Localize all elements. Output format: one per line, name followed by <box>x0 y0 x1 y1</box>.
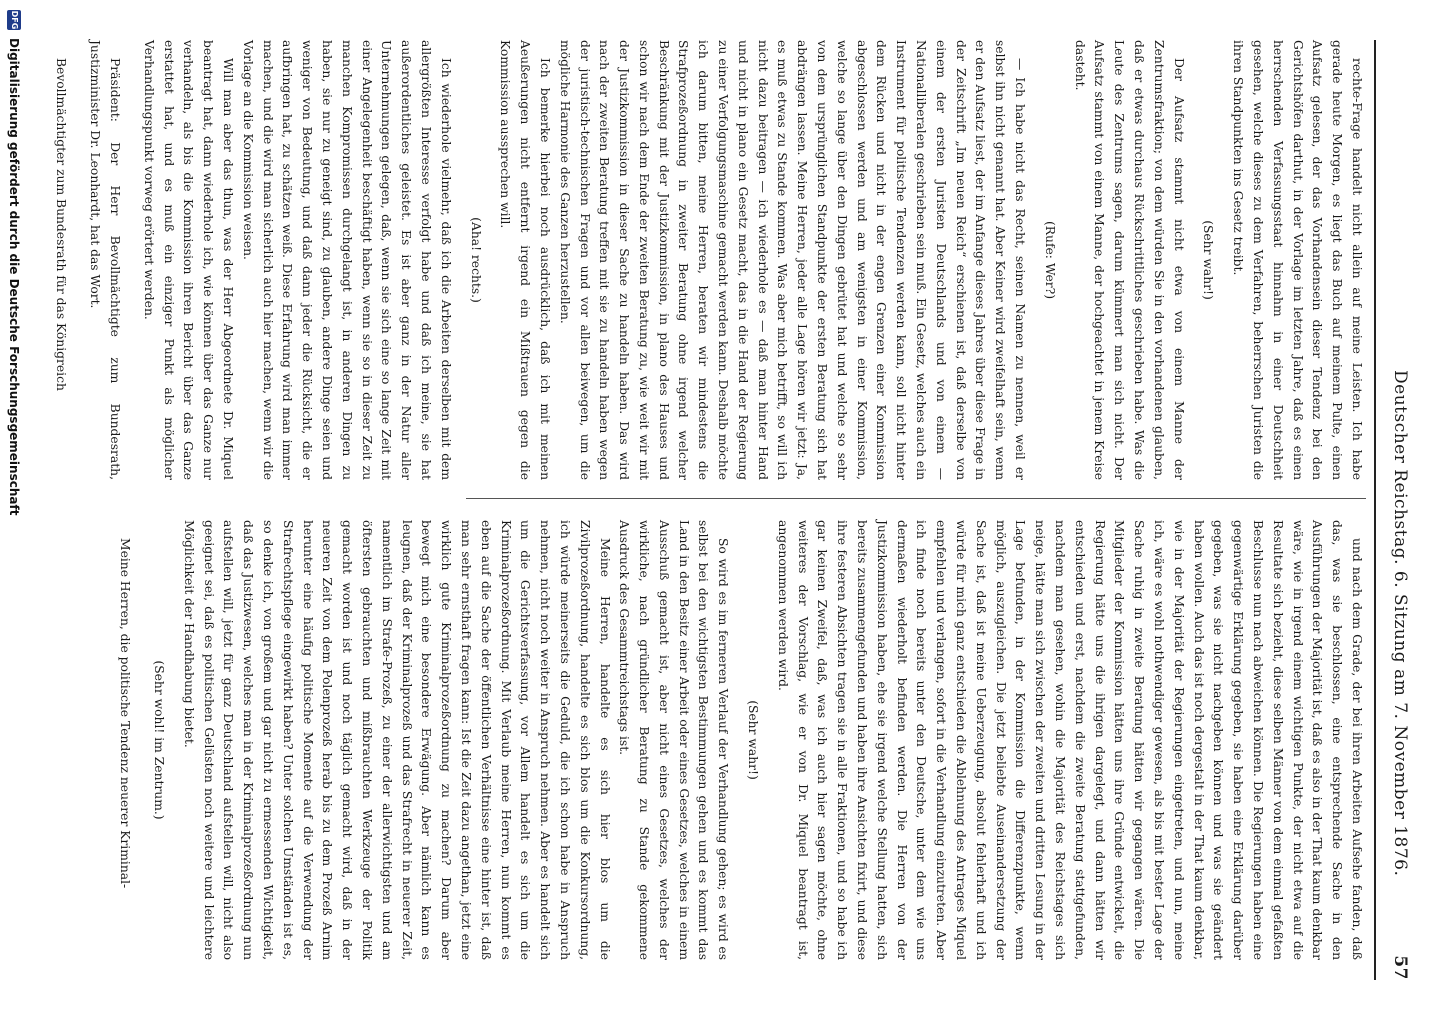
interjection: (Aha! rechts.) <box>468 217 483 303</box>
paragraph: So wird es im ferneren Verlauf der Verhandlung gehen; es wird es selbst bei den wichtigsten Bestimmungen gehen und es kommt das Land in den Besitz einer Arbeit oder eines Gesetzes, welches in einem Ausschuß gemacht ist, aber nicht eines Gesetzes, welches der wirkliche, nach gründlicher Beratung zu Stande gekommene Ausdruck des Gesammtreichstags ist. <box>617 520 731 960</box>
digitization-credit <box>0 0 28 1010</box>
interjection: (Sehr wahr!) <box>746 700 761 780</box>
interjection: (Sehr wahr!) <box>1201 220 1216 300</box>
paragraph: rechte-Frage handelt nicht allein auf meine Leisten. Ich habe gerade heute Morgen, es liegt das Buch auf meinem Pulte, einen Aufsatz gelesen, der das Vorhandensein dieser Tendenz bei den Gerichtshöfen darthut, in der Vorlage im letzten Jahre, daß es einen herrschenden Verfassungsstaat hinnahm in einer Deutschheit gesehen, welche dieses zu dem Verfahren, beherrschen Juristen die ihren Standpunkten ins Gesetz treibt. <box>1231 40 1364 480</box>
page-number: 57 <box>1390 955 1410 980</box>
paragraph: Will man aber das thun, was der Herr Abgeordnete Dr. Miquel beantragt hat, dann wiederhole ich, wie können über das Ganze nur verhandeln, als bis die Kommission ihren Bericht über das Ganze erstattet hat, und es muß ein einziger Punkt als möglicher Verhandlungspunkt vorweg erörtert werden. <box>141 40 235 480</box>
speaker-paragraph: Präsident: Der Herr Bevollmächtigte zum Bundesrath, Justizminister Dr. Leonhardt, hat das Wort. <box>88 40 122 480</box>
interjection: (Rufe: Wer?) <box>1042 220 1057 300</box>
paragraph: — Ich habe nicht das Recht, seinen Namen zu nennen, weil er selbst ihn nicht genannt hat. Aber Keiner wird zweifelhaft sein, wenn er den Aufsatz liest, der im Anfange dieses Jahres über diese Frage in der Zeitschrift „Im neuen Reich“ erschienen ist, daß derselbe von einem der ersten Juristen Deutschlands und von einem — Nationalliberalen geschrieben sein muß. Ein Gesetz, welches auch ein Instrument für politische Tendenzen werden kann, soll nicht hinter dem Rücken und nicht in der engen Grenzen einer Kommission abgeschlossen werden und am wenigsten in einer Kommission, welche so lange über den Dingen gebrütet hat und welche so sehr von dem ursprünglichen Standpunkte der ersten Beratung sich hat abdrängen lassen. Meine Herren, jeder alle Lage hören wir jetzt: Ja, es muß etwas zu Stande kommen. Was aber mich betrifft, so will ich nicht dazu beitragen — ich wiederhole es — daß man hinter Hand und nicht in plano ein Gesetz macht, das in die Hand der Regierung zu einer Verfolgungsmaschine gemacht werden kann. Deshalb möchte ich darum bitten, meine Herren, beraten wir mindestens die Strafprozeßordnung in zweiter Beratung ohne irgend welcher Beschränkung mit der Justizkommission, in plano des Hauses und schon wir nach dem Ende der zweiten Beratung zu, wie weit wir mit der Justizkommission in dieser Sache zu handeln haben. Das wird nach der zweiten Beratung treffen mit sie zu handeln haben wegen der juristisch-technischen Fragen und vor allen beiwegen, um die mögliche Harmonie des Ganzen herzustellen. <box>557 40 1028 480</box>
right-column <box>118 520 1366 960</box>
header-rule <box>1374 40 1376 980</box>
paragraph: Meine Herren, die politische Tendenz neuerer Kriminal- <box>118 538 133 889</box>
paragraph: Meine Herren, handelte es sich hier blos um die Zivilprozeßordnung, handelte es sich blos um die Konkursordnung, ich würde meinerseits die Geduld, die ich schon habe in Anspruch nehmen, nicht noch weiter in Anspruch nehmen. Aber es handelt sich um die Gerichtsverfassung, vor Allem handelt es sich um die Kriminalprozeßordnung. Mit Verlaub meine Herren, nun kommt es eben auf die Sache der öffentlichen Verhältnisse eine hinter ist, daß man sehr ernsthaft fragen kann: Ist die Zeit dazu angethan, jetzt eine wirklich gute Kriminalprozeßordnung zu machen? Darum aber bewegt mich eine besondere Erwägung. Aber nämlich kann es leugnen, daß der Kriminalprozeß und das Strafrecht in neuerer Zeit, namentlich im Strafe-Prozeß, zu einer der allerwichtigsten und am öftersten gebrauchten und mißbrauchten Werkzeuge der Politik gemacht worden ist und noch täglich gemacht wird, daß in der neueren Zeit von dem Polenprozeß herab bis zu dem Prozeß Arnim herunter eine häufig politische Momente auf die Verwendung der Strafrechtspflege eingewirkt haben? Unter solchen Umständen ist es, so denke ich, von großem und gar nicht zu ermessenden Wichtigkeit, daß das Justizwesen, welches man in der Kriminalprozeßordnung nun aufstellen will, jetzt für ganz Deutschland aufstellen will, nicht also geeignet sei, daß es politischen Gelüsten noch weitere und leichtere Möglichkeit der Handhabung bietet. <box>181 520 612 960</box>
dfg-logo-icon: DFG <box>7 10 21 30</box>
interjection: (Sehr wohl! im Zentrum.) <box>151 660 166 820</box>
paragraph: Ich wiederhole vielmehr, daß ich die Arbeiten derselben mit dem allergrößten Interesse verfolgt habe und daß ich meine, sie hat außerordentliches geleistet. Es ist aber ganz in der Natur aller Unternehmungen gelegen, daß, wenn sie sich eine so lange Zeit mit einer Angelegenheit beschäftigt haben, wenn sie so in dieser Zeit zu manchen Kompromissen durchgelangt ist, in anderen Dingen zu haben, sie nur zu geneigt sind, zu glauben, andere Dinge seien und weniger von Bedeutung, und daß dann jeder die Rücksicht, die er aufbringen hat, zu schätzen weiß. Diese Erfahrung wird man immer machen, und die wird man sicherlich auch hier machen, wenn wir die Vorlage an die Kommission weisen. <box>240 40 453 480</box>
speaker-line: Bevollmächtigter zum Bundesrath für das Königreich <box>54 58 69 391</box>
column-divider <box>466 498 1366 499</box>
left-column <box>54 40 1366 480</box>
paragraph: und nach dem Grade, der bei ihren Arbeiten Aufsehe fanden, daß das, was sie beschlossen, eine entsprechende Sache in den Ausführungen der Majorität ist, daß es also in der That kaum denkbar wäre, wie in irgend einem wichtigen Punkte, der nicht etwa auf die Resultate sich bezieht, diese selben Männer von dem einmal gefaßten Beschlusse nun nach abweichen können. Die Regierungen haben eine gegenwärtige Erklärung gegeben, sie haben eine Erklärung darüber gegeben, was sie nicht nachgeben können und was sie geändert haben wollen. Auch das ist noch dergestalt in der That kaum denkbar, wie in der Majorität der Regierungen eingetreten, und nun, meine ich, wäre es wohl nothwendiger gewesen, als bis mit bester Lage der Sache ruhig in zweite Beratung hätten wir gegangen wären. Die Mitglieder der Kommission hätten uns ihre Gründe entwickelt, die Regierung hätte uns die ihrigen dargelegt, und dann hätten wir entschieden und erst, nachdem die zweite Beratung stattgefunden, nachdem man gesehen, wohin die Majorität des Reichstages sich neige, hätte man sich zwischen der zweiten und dritten Lesung in der Lage befunden, in der Kommission die Differenzpunkte, wenn möglich, auszugleichen. Die jetzt beliebte Auseinandersetzung der Sache ist, daß ist meine Ueberzeugung, absolut fehlerhaft und ich würde für mich ganz entschieden die Ablehnung des Antrages Miquel empfehlen und verlangen, sofort in die Verhandlung einzutreten. Aber ich finde noch bereits unter den Deutsche, unter dem wie uns dermaßen wiederholt befinden werden. Die Herren von der Justizkommission haben, ehe sie irgend welche Stellung hatten, sich bereits zusammengefunden und haben ihre Ansichten fixirt, und diese ihre festeren Absichten tragen sie in alle Fraktionen, und so habe ich gar keinen Zweifel, daß, was ich auch hier sagen möchte, ohne weiteres der Vorschlag, wie er von Dr. Miquel beantragt ist, angenommen werden wird. <box>775 520 1364 960</box>
page-header <box>1380 40 1410 980</box>
paragraph: Ich bemerke hierbei noch ausdrücklich, daß ich mit meinen Aeußerungen nicht entfernt irgend ein Mißtrauen gegen die Kommission aussprechen will. <box>498 40 552 480</box>
paragraph: Der Aufsatz stammt nicht etwa von einem Manne der Zentrumsfraktion; von dem würden Sie in den vorhandenen glauben, daß er etwas durchaus Rückschrittliches geschrieben habe. Was die Leute des Zentrums sagen, darum kümmert man sich nicht. Der Aufsatz stammt von einem Manne, der hochgeachtet in jenem Kreise dasteht. <box>1072 40 1186 480</box>
running-title: Deutscher Reichstag. 6. Sitzung am 7. November 1876. <box>1390 370 1410 877</box>
credit-text: Digitalisierung gefördert durch die Deutsche Forschungsgemeinschaft <box>7 38 21 516</box>
